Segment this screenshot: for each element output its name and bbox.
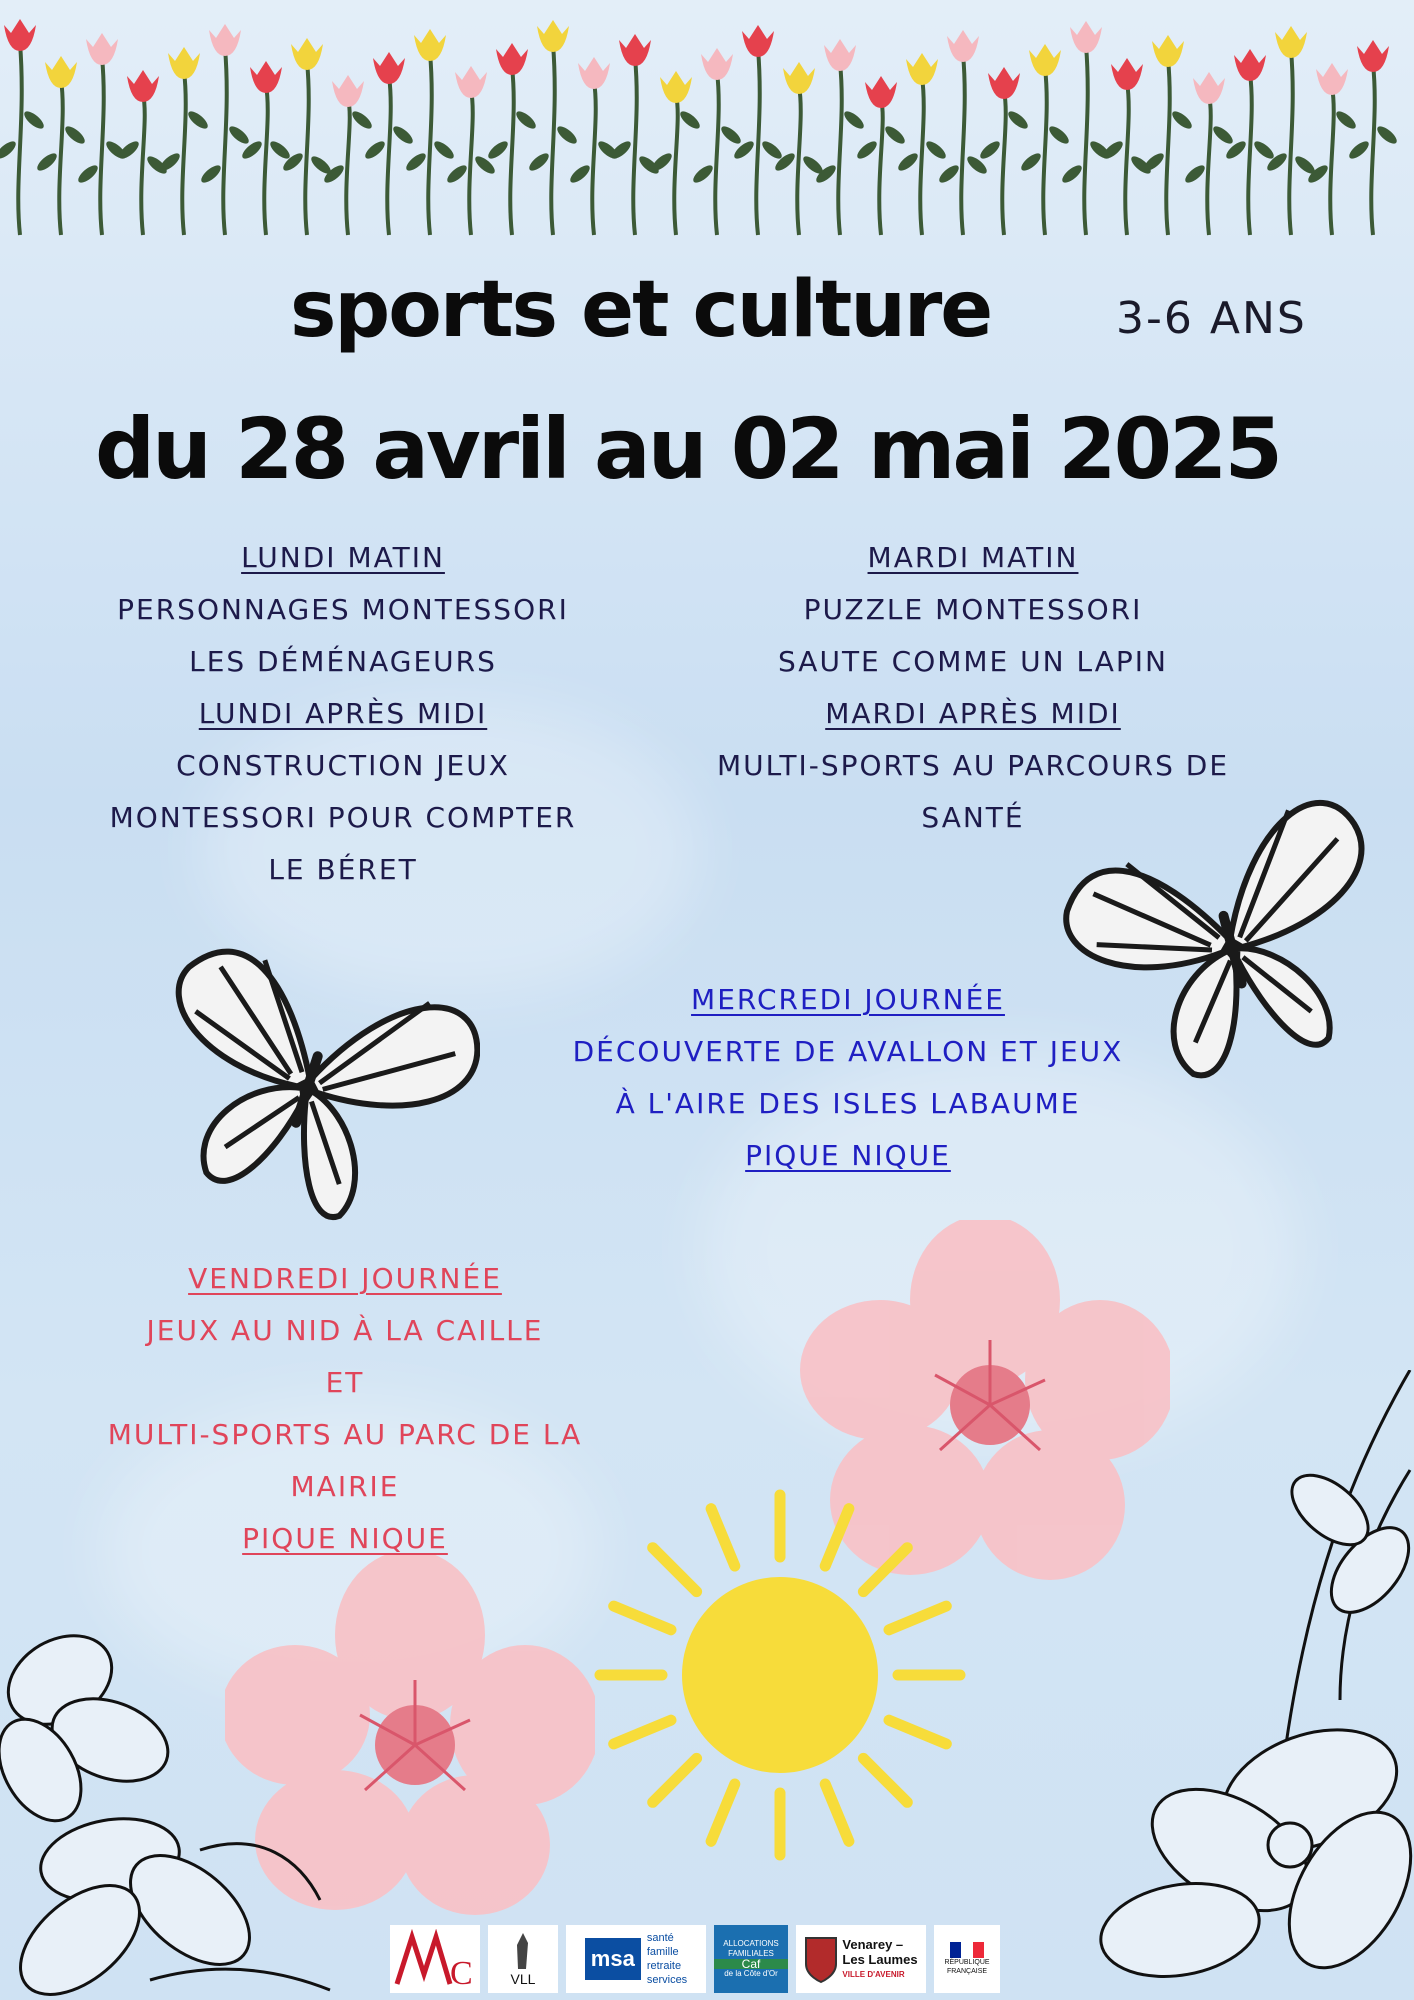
wednesday-item: À L'AIRE DES ISLES LABAUME	[615, 1087, 1081, 1120]
sun-illustration	[580, 1475, 980, 1875]
venarey-text: Les Laumes	[842, 1951, 918, 1967]
caf-logo	[714, 1925, 788, 1993]
flower-border-decoration	[0, 0, 1414, 240]
line-flower-decoration	[1080, 1370, 1414, 2000]
partner-logos	[390, 1922, 1030, 1996]
tuesday-afternoon-item: MULTI-SPORTS AU PARCOURS DE	[716, 749, 1230, 782]
caf-text: ALLOCATIONS	[723, 1939, 779, 1948]
tuesday-afternoon-heading: MARDI APRÈS MIDI	[825, 697, 1121, 730]
friday-item: ET	[325, 1366, 365, 1399]
svg-text:C: C	[450, 1955, 473, 1989]
page-title: sports et culture	[290, 265, 992, 355]
monday-afternoon-heading: LUNDI APRÈS MIDI	[198, 697, 488, 730]
wednesday-heading: MERCREDI JOURNÉE	[691, 983, 1005, 1016]
tuesday-morning-item: SAUTE COMME UN LAPIN	[778, 645, 1168, 678]
monday-block	[90, 532, 596, 896]
msa-text: santé	[646, 1932, 674, 1944]
republique-logo	[934, 1925, 1000, 1993]
friday-item: MULTI-SPORTS AU PARC DE LA	[107, 1418, 583, 1451]
monday-morning-item: LES DÉMÉNAGEURS	[189, 645, 497, 678]
monday-morning-heading: LUNDI MATIN	[241, 541, 445, 574]
republique-text: FRANÇAISE	[946, 1968, 988, 1975]
msa-mark: msa	[585, 1938, 641, 1980]
tuesday-morning-heading: MARDI MATIN	[867, 541, 1079, 574]
age-range: 3-6 ANS	[1116, 293, 1307, 344]
vll-label: VLL	[510, 1971, 536, 1987]
date-range: du 28 avril au 02 mai 2025	[95, 400, 1280, 498]
mjc-logo	[390, 1925, 480, 1993]
venarey-text: Venarey –	[842, 1936, 904, 1952]
butterfly-illustration	[1060, 790, 1400, 1090]
msa-text: retraite	[646, 1960, 682, 1972]
wednesday-picnic: PIQUE NIQUE	[745, 1139, 951, 1172]
line-flower-decoration	[0, 1600, 380, 2000]
friday-item: JEUX AU NID À LA CAILLE	[146, 1314, 544, 1347]
friday-item: MAIRIE	[290, 1470, 400, 1503]
msa-text: services	[646, 1974, 688, 1986]
friday-picnic: PIQUE NIQUE	[242, 1522, 448, 1555]
caf-text: FAMILIALES	[728, 1949, 774, 1958]
msa-logo	[566, 1925, 706, 1993]
friday-block	[80, 1253, 610, 1565]
monday-afternoon-item: MONTESSORI POUR COMPTER	[109, 801, 577, 834]
republique-text: RÉPUBLIQUE	[944, 1959, 990, 1966]
vll-logo	[488, 1925, 558, 1993]
msa-text: famille	[646, 1946, 679, 1958]
wednesday-item: DÉCOUVERTE DE AVALLON ET JEUX	[572, 1035, 1124, 1068]
monday-morning-item: PERSONNAGES MONTESSORI	[117, 593, 569, 626]
monday-afternoon-item: CONSTRUCTION JEUX	[176, 749, 510, 782]
venarey-text: VILLE D'AVENIR	[842, 1969, 905, 1979]
venarey-logo	[796, 1925, 926, 1993]
caf-text: Caf	[714, 1959, 788, 1969]
tuesday-morning-item: PUZZLE MONTESSORI	[803, 593, 1143, 626]
friday-heading: VENDREDI JOURNÉE	[188, 1262, 502, 1295]
caf-text: de la Côte d'Or	[724, 1969, 778, 1978]
tuesday-afternoon-item: SANTÉ	[921, 801, 1025, 834]
butterfly-illustration	[140, 930, 480, 1230]
monday-afternoon-item: LE BÉRET	[268, 853, 418, 886]
